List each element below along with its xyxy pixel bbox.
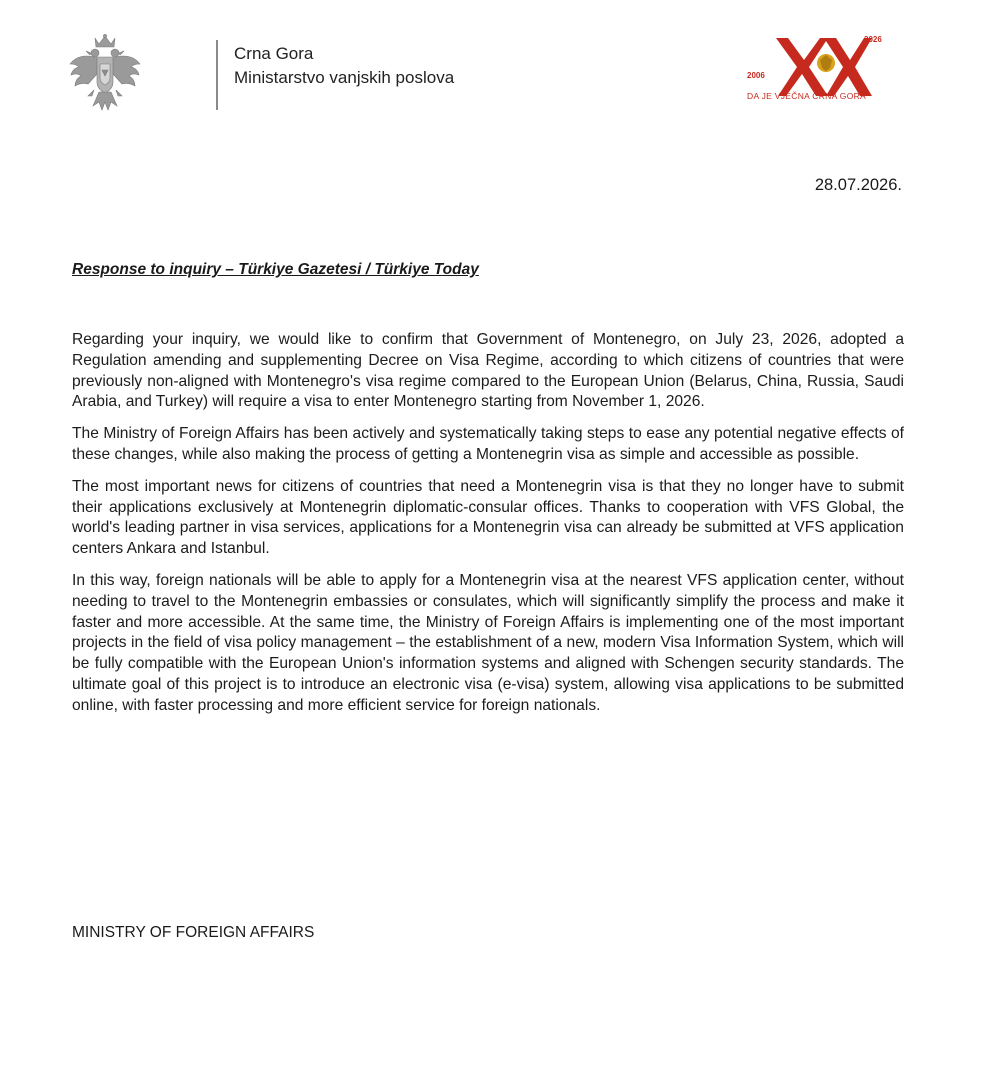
letter-subject: Response to inquiry – Türkiye Gazetesi / Türkiye Today [72, 261, 479, 278]
body-paragraph: The most important news for citizens of countries that need a Montenegrin visa is that they no longer have to submit their applications exclusively at Montenegrin diplomatic-consular offices. Thanks to cooperation with VFS Global, the world's leading partner in visa services, applications for a Montenegrin visa can already be submitted at VFS application centers Ankara and Istanbul. [72, 477, 904, 558]
letter-body [72, 330, 904, 728]
institution-name [234, 42, 454, 90]
anniversary-caption: DA JE VJEČNA CRNA GORA [747, 91, 867, 101]
anniversary-year-end: 2026 [864, 35, 882, 44]
anniversary-year-start: 2006 [747, 71, 765, 80]
letterhead-divider [216, 40, 218, 110]
country-name: Crna Gora [234, 44, 314, 63]
body-paragraph: The Ministry of Foreign Affairs has been actively and systematically taking steps to ease any potential negative effects of these changes, while also making the process of getting a Montenegrin visa as simple and accessible as possible. [72, 425, 904, 463]
signature-block: MINISTRY OF FOREIGN AFFAIRS [72, 924, 315, 941]
body-paragraph: In this way, foreign nationals will be able to apply for a Montenegrin visa at the nearest VFS application center, without needing to travel to the Montenegrin embassies or consulates, which will significantly simplify the process and make it faster and more accessible. At the same time, the Ministry of Foreign Affairs is implementing one of the most important projects in the field of visa policy management – the establishment of a new, modern Visa Information System, which will be fully compatible with the European Union's information systems and aligned with Schengen security standards. The ultimate goal of this project is to introduce an electronic visa (e-visa) system, allowing visa applications to be submitted online, with faster processing and more efficient service for foreign nationals. [72, 571, 904, 714]
ministry-name: Ministarstvo vanjskih poslova [234, 68, 455, 87]
montenegro-coat-of-arms-icon [68, 34, 142, 112]
body-paragraph: Regarding your inquiry, we would like to confirm that Government of Montenegro, on July 23, 2026, adopted a Regulation amending and supplementing Decree on Visa Regime, according to which citizens of countries that were previously non-aligned with Montenegro's visa regime compared to the European Union (Belarus, China, Russia, Saudi Arabia, and Turkey) will require a visa to enter Montenegro starting from November 1, 2026. [72, 331, 904, 411]
letter-date: 28.07.2026. [814, 176, 902, 194]
